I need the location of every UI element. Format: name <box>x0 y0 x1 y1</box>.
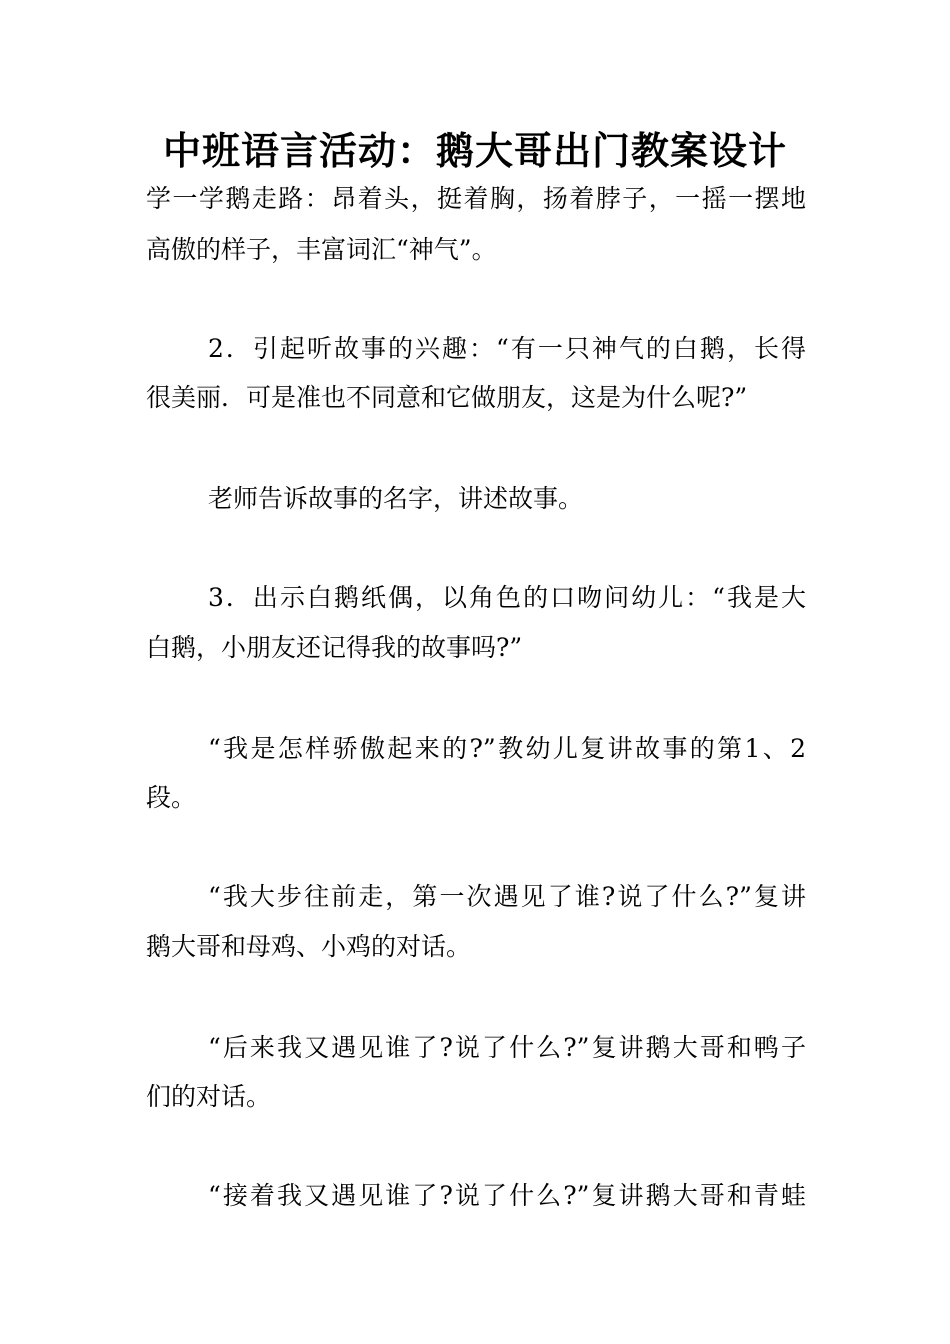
paragraph-line: 段。 <box>146 783 197 812</box>
paragraph-line: “我大步往前走，第一次遇见了谁?说了什么?”复讲 <box>208 882 806 911</box>
paragraph-line: 2．引起听故事的兴趣：“有一只神气的白鹅，长得 <box>208 334 806 363</box>
paragraph-line: 学一学鹅走路：昂着头，挺着胸，扬着脖子，一摇一摆地 <box>146 184 806 213</box>
paragraph-line: “接着我又遇见谁了?说了什么?”复讲鹅大哥和青蛙 <box>208 1181 806 1210</box>
paragraph-line: “后来我又遇见谁了?说了什么?”复讲鹅大哥和鸭子 <box>208 1033 806 1062</box>
paragraph-line: 很美丽．可是准也不同意和它做朋友，这是为什么呢?” <box>146 383 748 412</box>
paragraph-line: “我是怎样骄傲起来的?”教幼儿复讲故事的第1、2 <box>208 734 806 763</box>
paragraph-line: 们的对话。 <box>146 1082 272 1111</box>
document-title: 中班语言活动：鹅大哥出门教案设计 <box>162 129 787 173</box>
paragraph-line: 老师告诉故事的名字，讲述故事。 <box>208 484 584 513</box>
paragraph-line: 鹅大哥和母鸡、小鸡的对话。 <box>146 932 472 961</box>
paragraph-line: 高傲的样子，丰富词汇“神气”。 <box>146 235 497 264</box>
paragraph-line: 白鹅，小朋友还记得我的故事吗?” <box>146 633 523 662</box>
paragraph-line: 3．出示白鹅纸偶，以角色的口吻问幼儿：“我是大 <box>208 583 806 612</box>
